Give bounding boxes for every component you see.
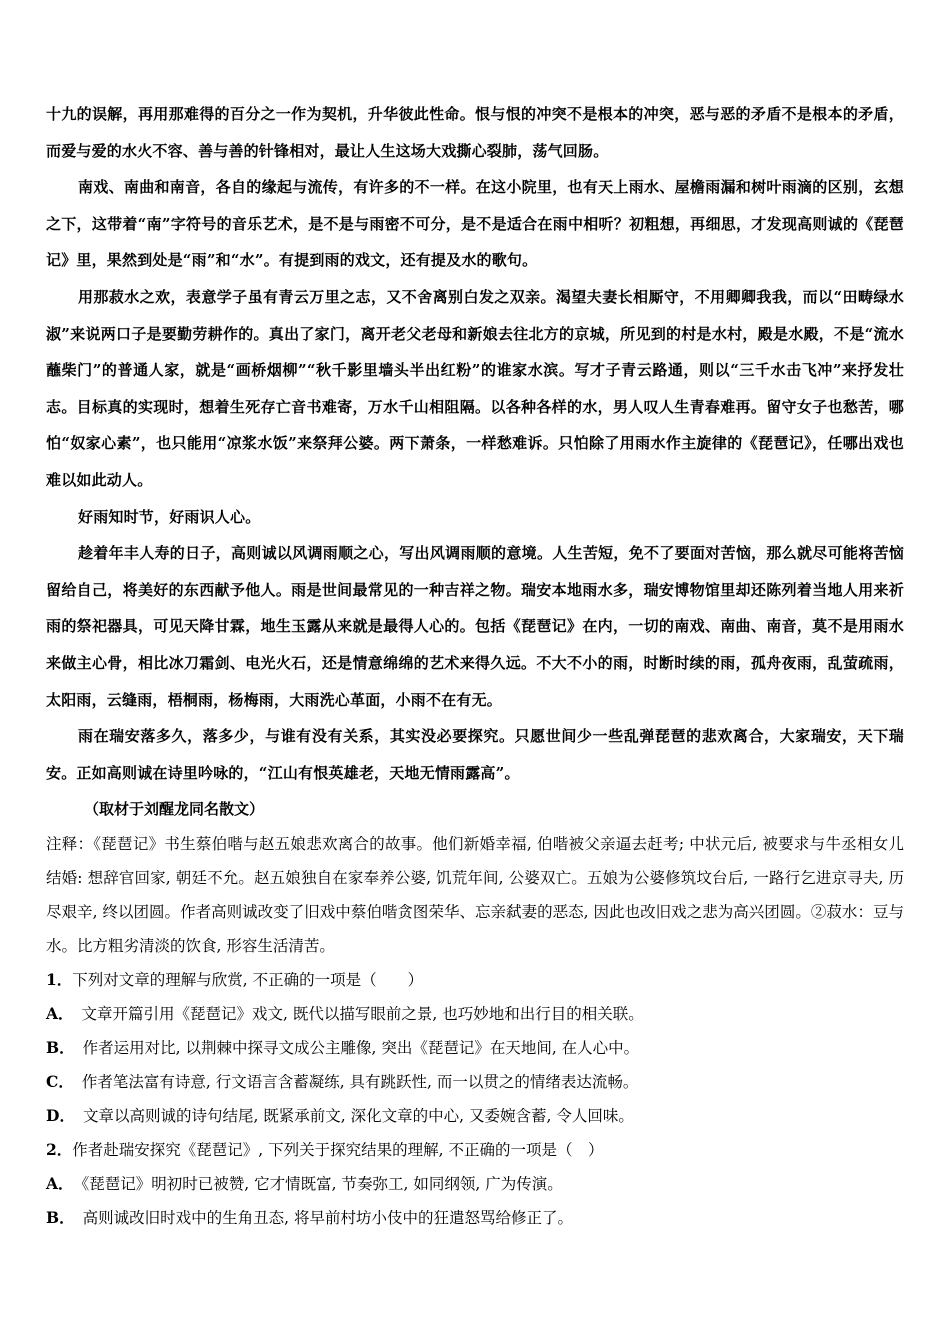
document-page bbox=[46, 96, 904, 1235]
option-text: 作者笔法富有诗意, 行文语言含蓄凝练, 具有跳跃性, 而一以贯之的情绪表达流畅。 bbox=[81, 1073, 639, 1092]
option-text: 文章以高则诚的诗句结尾, 既紧承前文, 深化文章的中心, 又委婉含蓄, 令人回味。 bbox=[82, 1107, 634, 1126]
option-label: D． bbox=[46, 1106, 75, 1126]
option-text: 《琵琶记》明初时已被赞, 它才情既富, 节奏弥工, 如同纲领, 广为传演。 bbox=[81, 1175, 563, 1194]
question-stem: 作者赴瑞安探究《琵琶记》, 下列关于探究结果的理解, 不正确的一项是（ ） bbox=[72, 1141, 604, 1160]
option-label: B． bbox=[46, 1038, 75, 1058]
option-text: 作者运用对比, 以荆棘中探寻文成公主雕像, 突出《琵琶记》在天地间, 在人心中。 bbox=[82, 1039, 640, 1058]
paragraph-3: 用那菽水之欢，表意学子虽有青云万里之志，又不舍离别白发之双亲。渴望夫妻长相厮守，不用卿卿我我，而以“田畴绿水淑”来说两口子是要勤劳耕作的。真出了家门，离开老父老母和新娘去往北方的京城，所见到的村是水村，殿是水殿，不是“流水蘸柴门”的普通人家，就是“画桥烟柳”“秋千影里墙头半出红粉”的谁家水滨。写才子青云路通，则以“三千水击飞冲”来抒发壮志。目标真的实现时，想着生死存亡音书难寄，万水千山相阻隔。以各种各样的水，男人叹人生青春难再。留守女子也愁苦，哪怕“奴家心素”，也只能用“凉浆水饭”来祭拜公婆。两下萧条，一样愁难诉。只怕除了用雨水作主旋律的《琵琶记》，任哪出戏也难以如此动人。 bbox=[46, 287, 904, 489]
paragraph-1: 十九的误解，再用那难得的百分之一作为契机，升华彼此性命。恨与恨的冲突不是根本的冲突，恶与恶的矛盾不是根本的矛盾，而爱与爱的水火不容、善与善的针锋相对，最让人生这场大戏撕心裂肺，荡气回肠。 bbox=[46, 105, 904, 160]
annotation-note: 注释：《琵琶记》书生蔡伯喈与赵五娘悲欢离合的故事。他们新婚幸福, 伯喈被父亲逼去赶考; 中状元后, 被要求与牛丞相女儿结婚: 想辞官回家, 朝廷不允。赵五娘独自在家奉养公婆, 饥荒年间, 公婆双亡。五娘为公婆修筑坟台后, 一路行乞进京寻夫, 历尽艰辛, 终以团圆。作者高则诚改变了旧戏中蔡伯喈贪图荣华、忘亲弑妻的恶态, 因此也改旧戏之悲为高兴团圆。②菽水：豆与水。比方粗劣清淡的饮食, 形容生活清苦。 bbox=[46, 835, 904, 956]
option-1b[interactable] bbox=[46, 1031, 904, 1065]
question-number: 1． bbox=[46, 970, 73, 990]
option-label: A． bbox=[46, 1174, 74, 1194]
option-text: 高则诚改旧时戏中的生角丑态, 将早前村坊小伎中的狂遣怒骂给修正了。 bbox=[82, 1209, 573, 1228]
option-label: C． bbox=[46, 1072, 74, 1092]
option-2b[interactable] bbox=[46, 1201, 904, 1235]
paragraph-2: 南戏、南曲和南音，各自的缘起与流传，有许多的不一样。在这小院里，也有天上雨水、屋檐雨漏和树叶雨滴的区别，玄想之下，这带着“南”字符号的音乐艺术，是不是与雨密不可分，是不是适合在雨中相听？初粗想，再细思，才发现高则诚的《琵琶记》里，果然到处是“雨”和“水”。有提到雨的戏文，还有提及水的歌句。 bbox=[46, 178, 904, 270]
option-1d[interactable] bbox=[46, 1099, 904, 1133]
paragraph-5: 趁着年丰人寿的日子，高则诚以风调雨顺之心，写出风调雨顺的意境。人生苦短，免不了要面对苦恼，那么就尽可能将苦恼留给自己，将美好的东西献予他人。雨是世间最常见的一种吉祥之物。瑞安本地雨水多，瑞安博物馆里却还陈列着当地人用来祈雨的祭祀器具，可见天降甘霖，地生玉露从来就是最得人心的。包括《琵琶记》在内，一切的南戏、南曲、南音，莫不是用雨水来做主心骨，相比冰刀霜剑、电光火石，还是情意绵绵的艺术来得久远。不大不小的雨，时断时续的雨，孤舟夜雨，乱萤疏雨，太阳雨，云缝雨，梧桐雨，杨梅雨，大雨洗心革面，小雨不在有无。 bbox=[46, 544, 904, 709]
question-2 bbox=[46, 1133, 904, 1167]
paragraph-4: 好雨知时节，好雨识人心。 bbox=[78, 507, 261, 526]
option-text: 文章开篇引用《琵琶记》戏文, 既代以描写眼前之景, 也巧妙地和出行目的相关联。 bbox=[81, 1005, 644, 1024]
option-1a[interactable] bbox=[46, 997, 904, 1031]
paragraph-6: 雨在瑞安落多久，落多少，与谁有没有关系，其实没必要探究。只愿世间少一些乱弹琵琶的悲欢离合，大家瑞安，天下瑞安。正如高则诚在诗里吟咏的，“江山有恨英雄老，天地无情雨露高”。 bbox=[46, 727, 904, 782]
option-label: B． bbox=[46, 1208, 75, 1228]
option-1c[interactable] bbox=[46, 1065, 904, 1099]
question-stem: 下列对文章的理解与欣赏, 不正确的一项是（ ） bbox=[72, 971, 424, 990]
option-2a[interactable] bbox=[46, 1167, 904, 1201]
source-citation: （取材于刘醒龙同名散文） bbox=[84, 800, 265, 819]
option-label: A． bbox=[46, 1004, 74, 1024]
question-number: 2． bbox=[46, 1140, 73, 1160]
question-1 bbox=[46, 963, 904, 997]
